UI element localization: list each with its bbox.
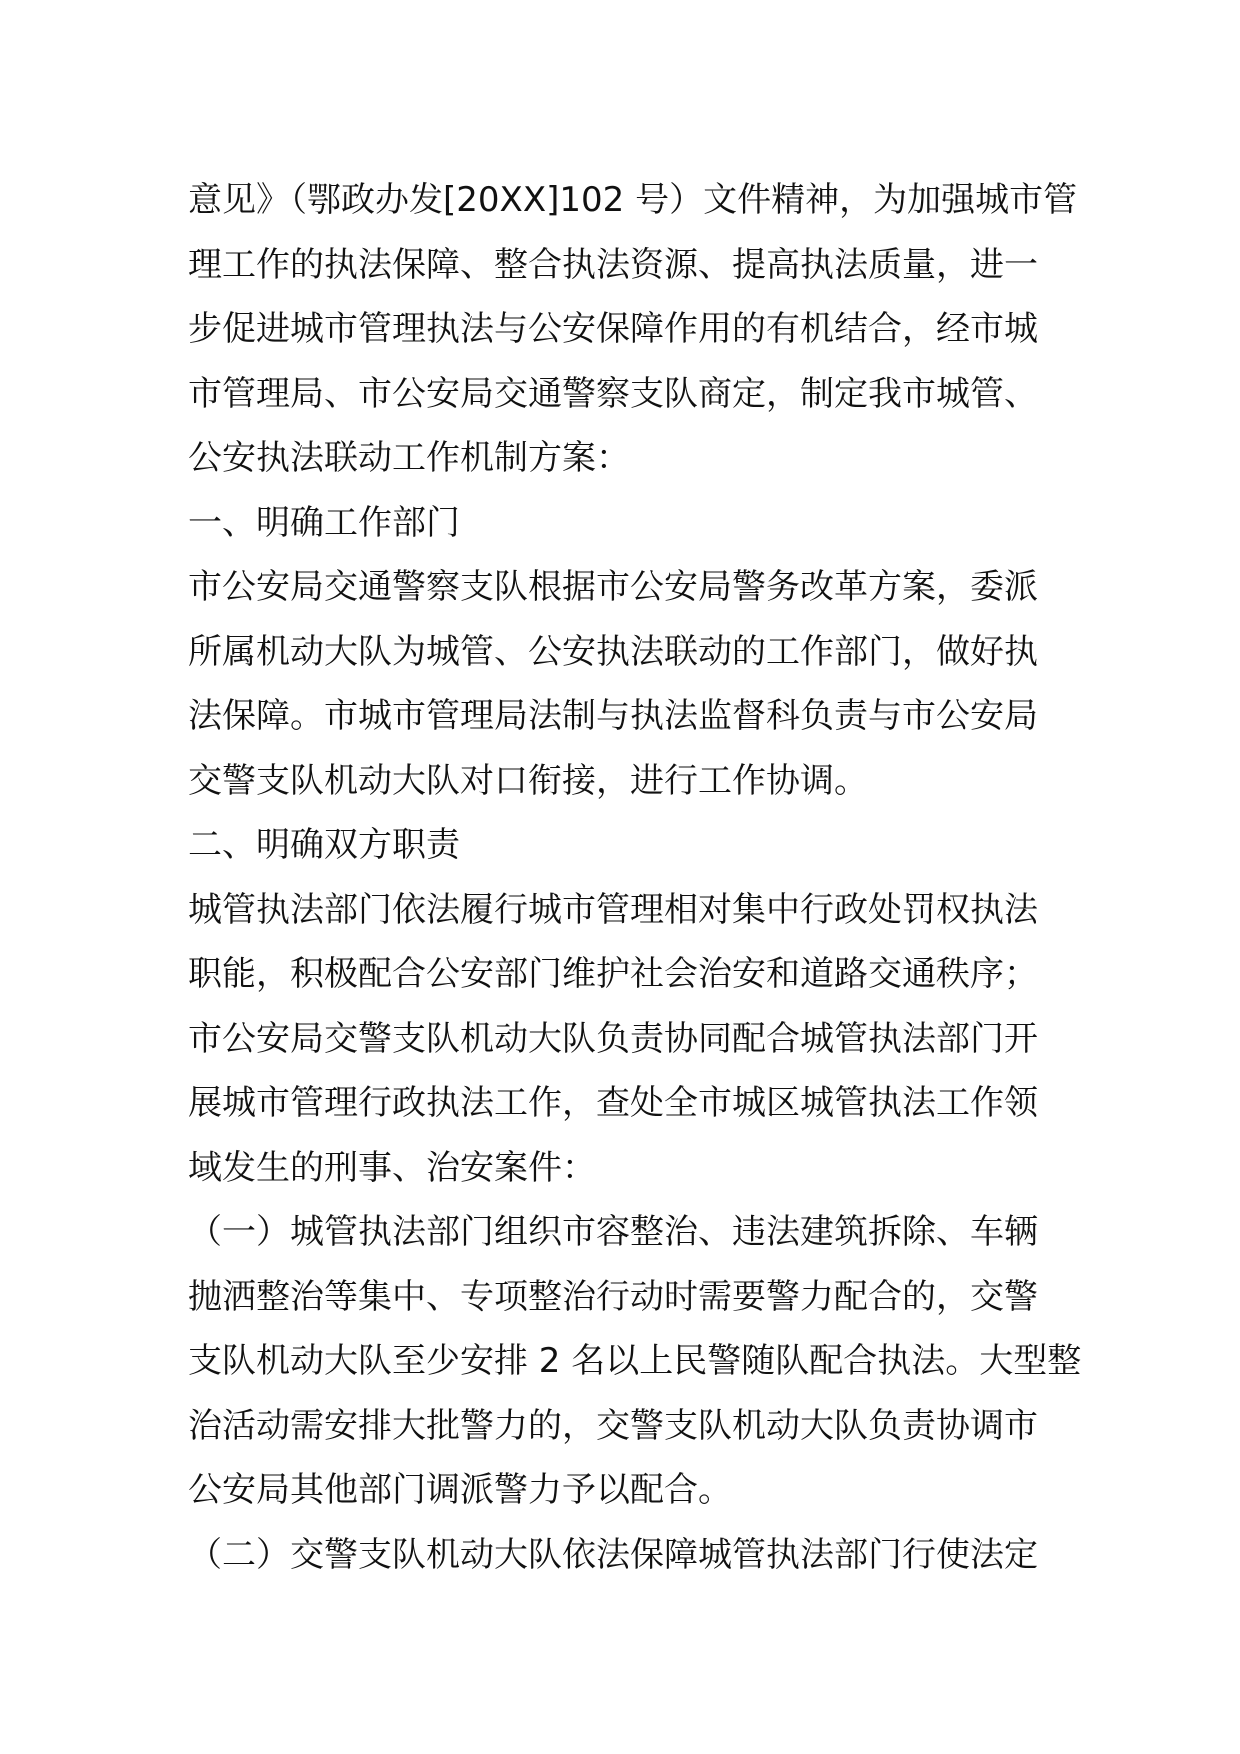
text-line: 职能，积极配合公安部门维护社会治安和道路交通秩序； xyxy=(188,954,1038,994)
text-line: 意见》（鄂政办发[20XX]102 号）文件精神，为加强城市管 xyxy=(188,180,1078,220)
text-line: 城管执法部门依法履行城市管理相对集中行政处罚权执法 xyxy=(188,889,1038,930)
text-line: 抛洒整治等集中、专项整治行动时需要警力配合的，交警 xyxy=(188,1276,1038,1317)
section-heading: 二、明确双方职责 xyxy=(188,825,460,865)
text-line: 法保障。市城市管理局法制与执法监督科负责与市公安局 xyxy=(188,696,1038,736)
section-heading: 一、明确工作部门 xyxy=(188,502,460,543)
text-line: 支队机动大队至少安排 2 名以上民警随队配合执法。大型整 xyxy=(188,1341,1082,1381)
text-line: 市管理局、市公安局交通警察支队商定，制定我市城管、 xyxy=(188,373,1038,414)
text-line: 公安执法联动工作机制方案： xyxy=(188,438,630,478)
text-line: 公安局其他部门调派警力予以配合。 xyxy=(188,1470,732,1510)
document-body xyxy=(188,168,1082,1587)
text-line: 交警支队机动大队对口衔接，进行工作协调。 xyxy=(188,760,868,801)
text-line: 域发生的刑事、治安案件： xyxy=(188,1147,596,1188)
text-line: 市公安局交警支队机动大队负责协同配合城管执法部门开 xyxy=(188,1018,1038,1059)
text-line: 治活动需安排大批警力的，交警支队机动大队负责协调市 xyxy=(188,1405,1038,1446)
text-line: 市公安局交通警察支队根据市公安局警务改革方案，委派 xyxy=(188,567,1038,607)
text-line: 步促进城市管理执法与公安保障作用的有机结合，经市城 xyxy=(188,309,1038,349)
text-line: 展城市管理行政执法工作，查处全市城区城管执法工作领 xyxy=(188,1083,1038,1123)
text-line: 所属机动大队为城管、公安执法联动的工作部门，做好执 xyxy=(188,631,1038,672)
subsection-line: （二）交警支队机动大队依法保障城管执法部门行使法定 xyxy=(188,1534,1038,1575)
text-line: 理工作的执法保障、整合执法资源、提高执法质量，进一 xyxy=(188,244,1038,285)
subsection-line: （一）城管执法部门组织市容整治、违法建筑拆除、车辆 xyxy=(188,1212,1038,1252)
